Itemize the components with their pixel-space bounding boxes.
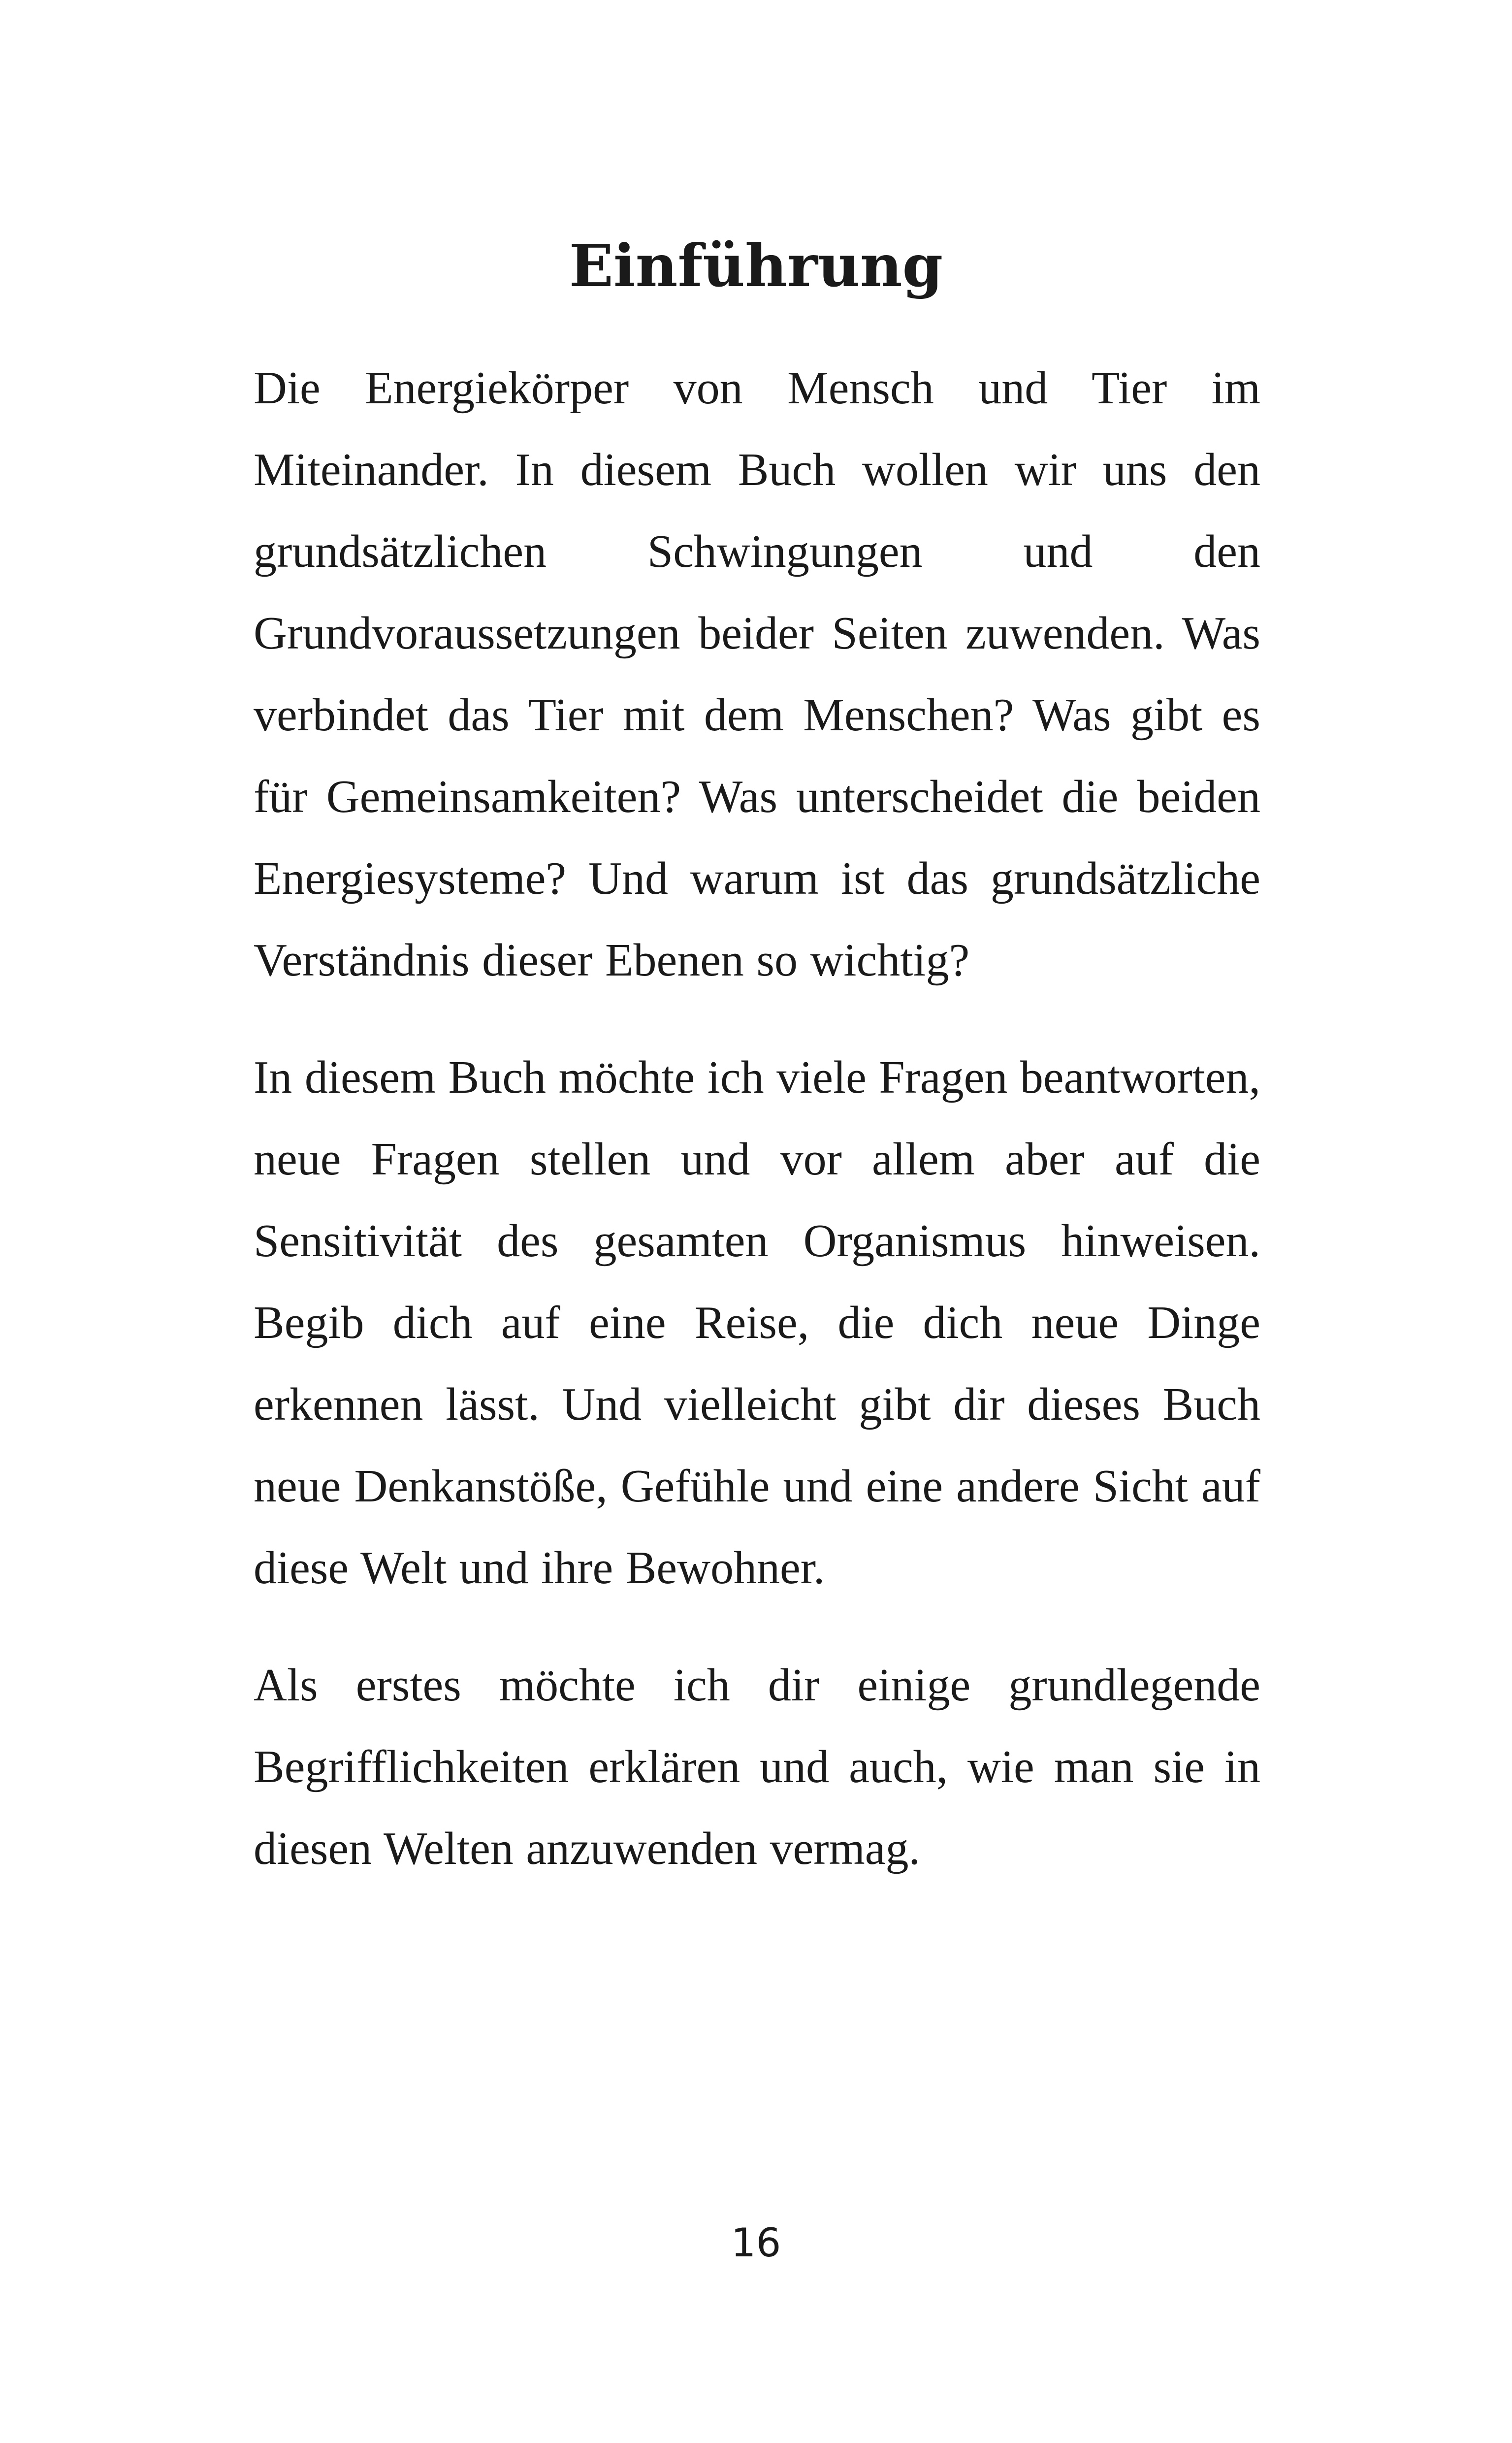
body-text	[254, 347, 1260, 1925]
paragraph-questions: In diesem Buch möchte ich viele Fragen beantworten, neue Fragen stellen und vor allem aber auf die Sensitivität des gesamten Organismus hinweisen. Begib dich auf eine Reise, die dich neue Dinge erkennen lässt. Und vielleicht gibt dir dieses Buch neue Denkanstöße, Gefühle und eine andere Sicht auf diese Welt und ihre Bewohner.	[254, 1052, 1260, 1594]
chapter-title: Einführung	[569, 231, 943, 300]
page-number: 16	[731, 2220, 781, 2266]
paragraph-terms: Als erstes möchte ich dir einige grundlegende Begrifflichkeiten erklären und auch, wie man sie in diesen Welten anzuwenden vermag.	[254, 1660, 1260, 1874]
paragraph-intro: Die Energiekörper von Mensch und Tier im Miteinander. In diesem Buch wollen wir uns den grundsätzlichen Schwingungen und den Grundvoraussetzungen beider Seiten zuwenden. Was verbindet das Tier mit dem Menschen? Was gibt es für Gemeinsamkeiten? Was unterscheidet die beiden Energiesysteme? Und warum ist das grundsätzliche Verständnis dieser Ebenen so wichtig?	[254, 362, 1260, 986]
